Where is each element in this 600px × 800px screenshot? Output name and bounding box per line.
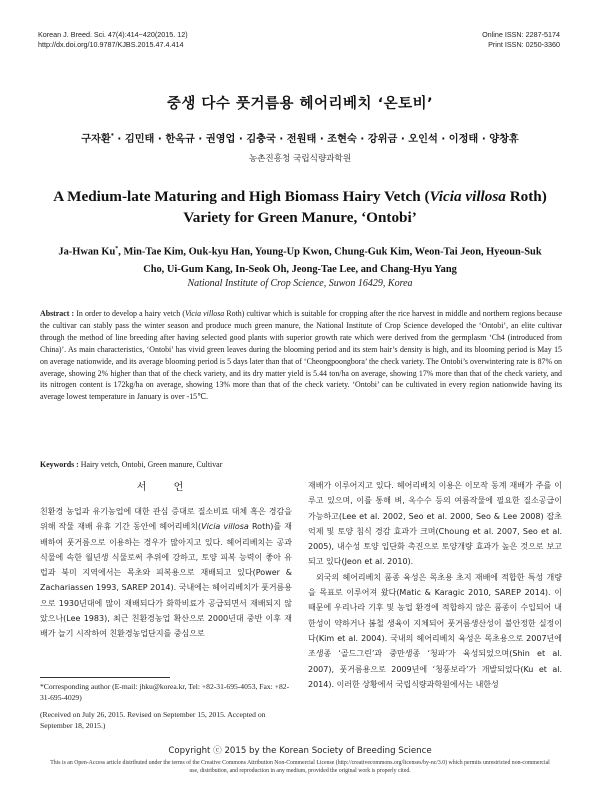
english-other-authors: , Min-Tae Kim, Ouk-kyu Han, Young-Up Kwon, Chung-Guk Kim, Weon-Tai Jeon, Hyeoun-Suk bbox=[118, 246, 542, 258]
left-paragraph-part1: 친환경 농업과 유기농업에 대한 관심 증대로 질소비료 대체 혹은 경감을 위해 작물 재배 유휴 기간 동안에 헤어리베치( bbox=[40, 507, 292, 532]
introduction-heading: 서 언 bbox=[136, 482, 196, 493]
korean-title: 중생 다수 풋거름용 헤어리베치 ‘온토비’ bbox=[166, 96, 434, 112]
abstract-species: Vicia villosa bbox=[184, 309, 225, 318]
received-dates-note: (Received on July 26, 2015. Revised on September 15, 2015. Accepted on September 18, 2015.) bbox=[40, 710, 266, 730]
korean-first-author: 구자환 bbox=[81, 134, 111, 145]
abstract-text-2: Roth) cultivar which is suitable for cropping after the rice harvest in middle and northern regions because the cultivar can stably pass the winter season and produce much green manure, the National Institute of Crop Science developed the ‘Ontobi’, an elite cultivar through the method of line breeding after having selected good plants with superior growth rate which were derived from the germplasm ‘Ch4 (introduced from China)’. As main characteristics, ‘Ontobi’ has vivid green leaves during the blooming period and its stem hair’s density is high, and its blooming period is May 15 on average nationwide, and its average blooming period is 5 days later than that of ‘Cheongpoongbora’ the check variety. The Ontobi’s overwintering rate is 87% on average, showing 2% higher than that of the check variety, and its dry matter yield is 5.44 ton/ha on average, showing 17% more than that of the check variety, and its nitrogen content is 172kg/ha on average, showing 13% more than that of the check variety. ‘Ontobi’ can be cultivated in every region nationwide having its average lowest temperature in January is over -15℃. bbox=[40, 309, 563, 402]
english-authors-line2: Cho, Ui-Gum Kang, In-Seok Oh, Jeong-Tae Lee, and Chang-Hyu Yang bbox=[143, 264, 457, 276]
left-paragraph-part2: Roth)를 재배하여 풋거름으로 이용하는 경우가 많아지고 있다. 헤어리베치는 공과식물에 속한 월년생 식물로써 추위에 강하고, 토양 피복 능력이 좋아 유럽과 북미 지역에서는 목초와 피복용으로 재배되고 있다(Power & Zachariassen 1993, SAREP 2014). 국내에는 헤어리베치가 풋거름용으로 1930년대에 많이 재배되다가 화학비료가 공급되면서 재배되지 않았으나(Lee 1983), 최근 친환경농업 확산으로 2000년대 중반 이후 재배가 늘기 시작하여 친환경농업단지를 중심으로 bbox=[40, 522, 293, 639]
footnote-divider bbox=[40, 677, 170, 678]
corresponding-mark: * bbox=[110, 132, 114, 140]
english-title-line2: Variety for Green Manure, ‘Ontobi’ bbox=[183, 209, 417, 226]
english-title-part2: Roth) bbox=[505, 188, 547, 205]
korean-institution: 농촌진흥청 국립식량과학원 bbox=[248, 154, 352, 164]
keywords bbox=[40, 460, 562, 469]
korean-other-authors: · 김민태 · 한옥규 · 권영업 · 김충국 · 전원태 · 조현숙 · 강위금 · 오인석 · 이정태 · 양창휴 bbox=[113, 134, 519, 145]
abstract-label: Abstract : bbox=[40, 309, 77, 318]
english-institution: National Institute of Crop Science, Suwon 16429, Korea bbox=[187, 278, 413, 289]
english-first-author: Ja-Hwan Ku bbox=[58, 246, 116, 258]
right-paragraph-1: 재배가 이루어지고 있다. 헤어리베치 이용은 이모작 동계 재배가 주를 이루고 있으며, 이를 통해 벼, 옥수수 등의 여름작물에 필요한 질소공급이 가능하고(Lee et al. 2002, Seo et al. 2000, Seo & Lee 2008) 잡초억제 및 토양 침식 경감 효과가 크며(Choung et al. 2007, Seo et al. 2005), 내수성 토양 입단화 촉진으로 토양개량 효과가 높은 것으로 보고되고 있다(Jeon et al. 2010). bbox=[308, 481, 562, 567]
english-corresponding-mark: * bbox=[115, 246, 119, 252]
license-text: This is an Open-Access article distributed under the terms of the Creative Commons Attribution Non-Commercial License (http://creativecommons.org/licenses/by-nc/3.0) which permits unrestricted non-commercial use, distribution, and reproduction in any medium, provided the original work is properly cited. bbox=[50, 760, 550, 774]
print-issn: Print ISSN: 0250-3360 bbox=[488, 40, 560, 49]
left-paragraph-species: Vicia villosa bbox=[201, 522, 249, 532]
right-column-body bbox=[308, 478, 562, 692]
english-title-species: Vicia villosa bbox=[429, 188, 506, 205]
left-column-body bbox=[40, 504, 292, 642]
copyright-line: Copyright ⓒ 2015 by the Korean Society of Breeding Science bbox=[168, 746, 432, 756]
abstract-text-1: In order to develop a hairy vetch ( bbox=[76, 309, 185, 318]
online-issn: Online ISSN: 2287-5174 bbox=[482, 30, 560, 39]
right-paragraph-2: 외국의 헤어리베치 품종 육성은 목초용 초지 재배에 적합한 특성 개량을 목표로 이루어져 왔다(Matic & Karagic 2010, SAREP 2014). 이 때문에 우리나라 기후 및 농업 환경에 적합하지 않은 품종이 수입되어 내한성이 약하거나 봄철 생육이 지체되어 풋거름생산성이 불안정한 실정이다(Kim et al. 2004). 국내의 헤어리베치 육성은 목초용으로 2007년에 조생종 ‘골드그린’과 중만생종 ‘청파’가 육성되었으며(Shin et al. 2007), 풋거름용으로 2009년에 ‘청풍보라’가 개발되었다(Ku et al. 2014). 이러한 상황에서 국립식량과학원에서는 내한성 bbox=[308, 572, 562, 689]
issn-header bbox=[482, 30, 560, 50]
keywords-text: Hairy vetch, Ontobi, Green manure, Cultivar bbox=[80, 460, 223, 469]
abstract bbox=[40, 308, 562, 403]
english-title-part1: A Medium-late Maturing and High Biomass Hairy Vetch ( bbox=[53, 188, 430, 205]
doi-link[interactable]: http://dx.doi.org/10.9787/KJBS.2015.47.4.414 bbox=[38, 40, 184, 49]
english-title bbox=[40, 186, 560, 228]
korean-authors bbox=[0, 130, 600, 145]
corresponding-author-note: *Corresponding author (E-mail: jhku@korea.kr, Tel: +82-31-695-4053, Fax: +82-31-695-4029) bbox=[40, 682, 290, 702]
english-authors bbox=[40, 240, 560, 279]
journal-citation: Korean J. Breed. Sci. 47(4):414~420(2015. 12) bbox=[38, 30, 188, 39]
keywords-label: Keywords : bbox=[40, 460, 81, 469]
journal-header bbox=[38, 30, 188, 50]
